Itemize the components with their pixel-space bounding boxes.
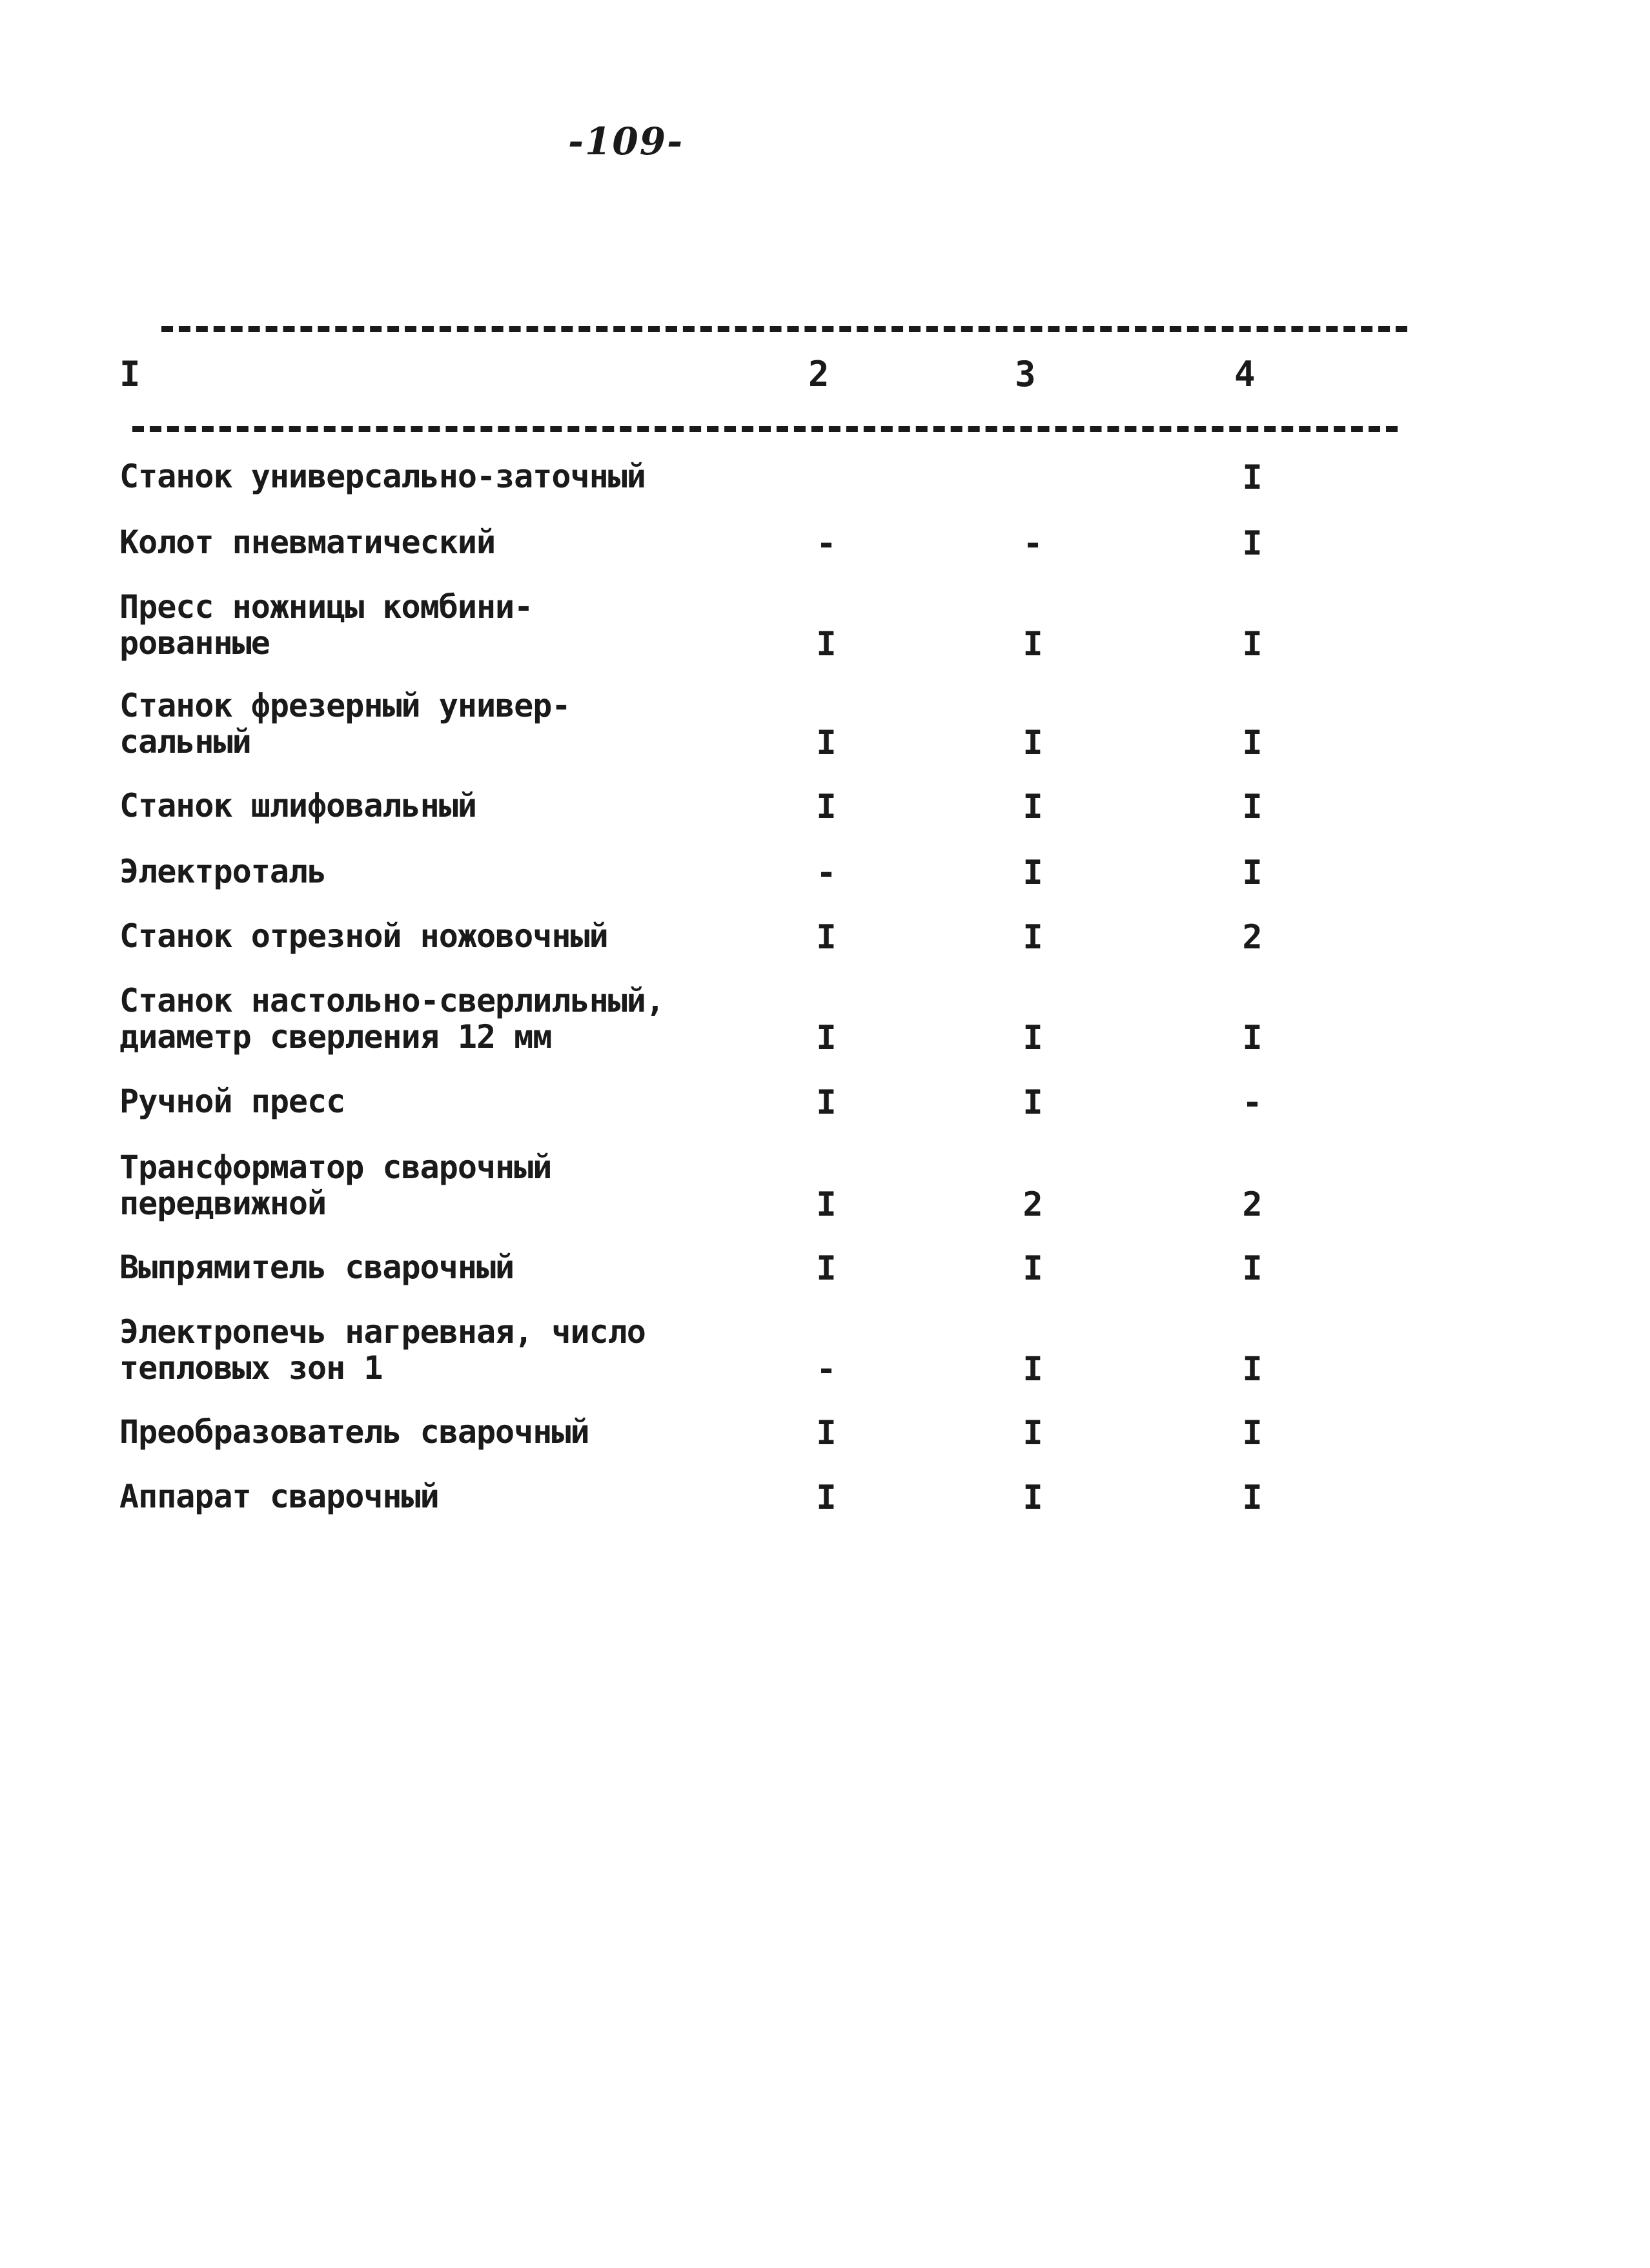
column-header-3: 3 — [1015, 354, 1036, 394]
cell-col2: I — [816, 1019, 837, 1057]
cell-col3: I — [1023, 724, 1043, 762]
equipment-name: Электроталь — [119, 853, 327, 890]
cell-col3: I — [1023, 1478, 1043, 1517]
cell-col2: I — [816, 724, 837, 762]
cell-col2: I — [816, 788, 837, 826]
equipment-name: Преобразователь сварочный — [119, 1413, 589, 1451]
cell-col4: - — [1242, 1083, 1263, 1122]
cell-col3: I — [1023, 918, 1043, 957]
equipment-name: Станок универсально-заточный — [119, 458, 646, 495]
cell-col4: I — [1242, 1414, 1263, 1453]
cell-col2: I — [816, 1478, 837, 1517]
equipment-name: Пресс ножницы комбини- рованные — [119, 588, 533, 662]
cell-col3: I — [1023, 1019, 1043, 1057]
cell-col3: I — [1023, 853, 1043, 892]
cell-col2: - — [816, 524, 837, 563]
cell-col4: I — [1242, 1478, 1263, 1517]
cell-col4: I — [1242, 724, 1263, 762]
cell-col2: I — [816, 918, 837, 957]
cell-col3: I — [1023, 625, 1043, 664]
equipment-name: Аппарат сварочный — [119, 1478, 439, 1515]
column-header-1: I — [119, 354, 141, 394]
equipment-name: Станок отрезной ножовочный — [119, 917, 608, 955]
equipment-name: Колот пневматический — [119, 524, 496, 561]
equipment-name: Выпрямитель сварочный — [119, 1249, 514, 1286]
cell-col2: - — [816, 1350, 837, 1389]
cell-col3: 2 — [1023, 1185, 1043, 1224]
equipment-name: Трансформатор сварочный передвижной — [119, 1149, 552, 1222]
equipment-name: Электропечь нагревная, число тепловых зон 1 — [119, 1313, 646, 1387]
cell-col4: I — [1242, 788, 1263, 826]
cell-col4: I — [1242, 1249, 1263, 1288]
cell-col2: I — [816, 1185, 837, 1224]
cell-col4: I — [1242, 853, 1263, 892]
table-top-rule — [161, 326, 1407, 332]
equipment-name: Станок фрезерный универ- сальный — [119, 687, 571, 761]
table-header-rule — [132, 426, 1398, 432]
cell-col2: I — [816, 1414, 837, 1453]
cell-col3: I — [1023, 1414, 1043, 1453]
cell-col2: I — [816, 1249, 837, 1288]
cell-col3: I — [1023, 1083, 1043, 1122]
cell-col2: - — [816, 853, 837, 892]
cell-col4: I — [1242, 524, 1263, 563]
cell-col4: I — [1242, 625, 1263, 664]
cell-col2: I — [816, 625, 837, 664]
cell-col4: I — [1242, 458, 1263, 497]
equipment-name: Ручной пресс — [119, 1083, 345, 1120]
column-header-2: 2 — [808, 354, 830, 394]
page-number: -109- — [568, 119, 684, 163]
cell-col2: I — [816, 1083, 837, 1122]
cell-col3: I — [1023, 1350, 1043, 1389]
column-header-4: 4 — [1234, 354, 1256, 394]
cell-col3: I — [1023, 788, 1043, 826]
cell-col4: 2 — [1242, 1185, 1263, 1224]
cell-col4: I — [1242, 1350, 1263, 1389]
cell-col4: I — [1242, 1019, 1263, 1057]
cell-col4: 2 — [1242, 918, 1263, 957]
equipment-name: Станок настольно-сверлильный, диаметр сверления 12 мм — [119, 982, 664, 1056]
cell-col3: - — [1023, 524, 1043, 563]
cell-col3: I — [1023, 1249, 1043, 1288]
equipment-name: Станок шлифовальный — [119, 787, 476, 824]
